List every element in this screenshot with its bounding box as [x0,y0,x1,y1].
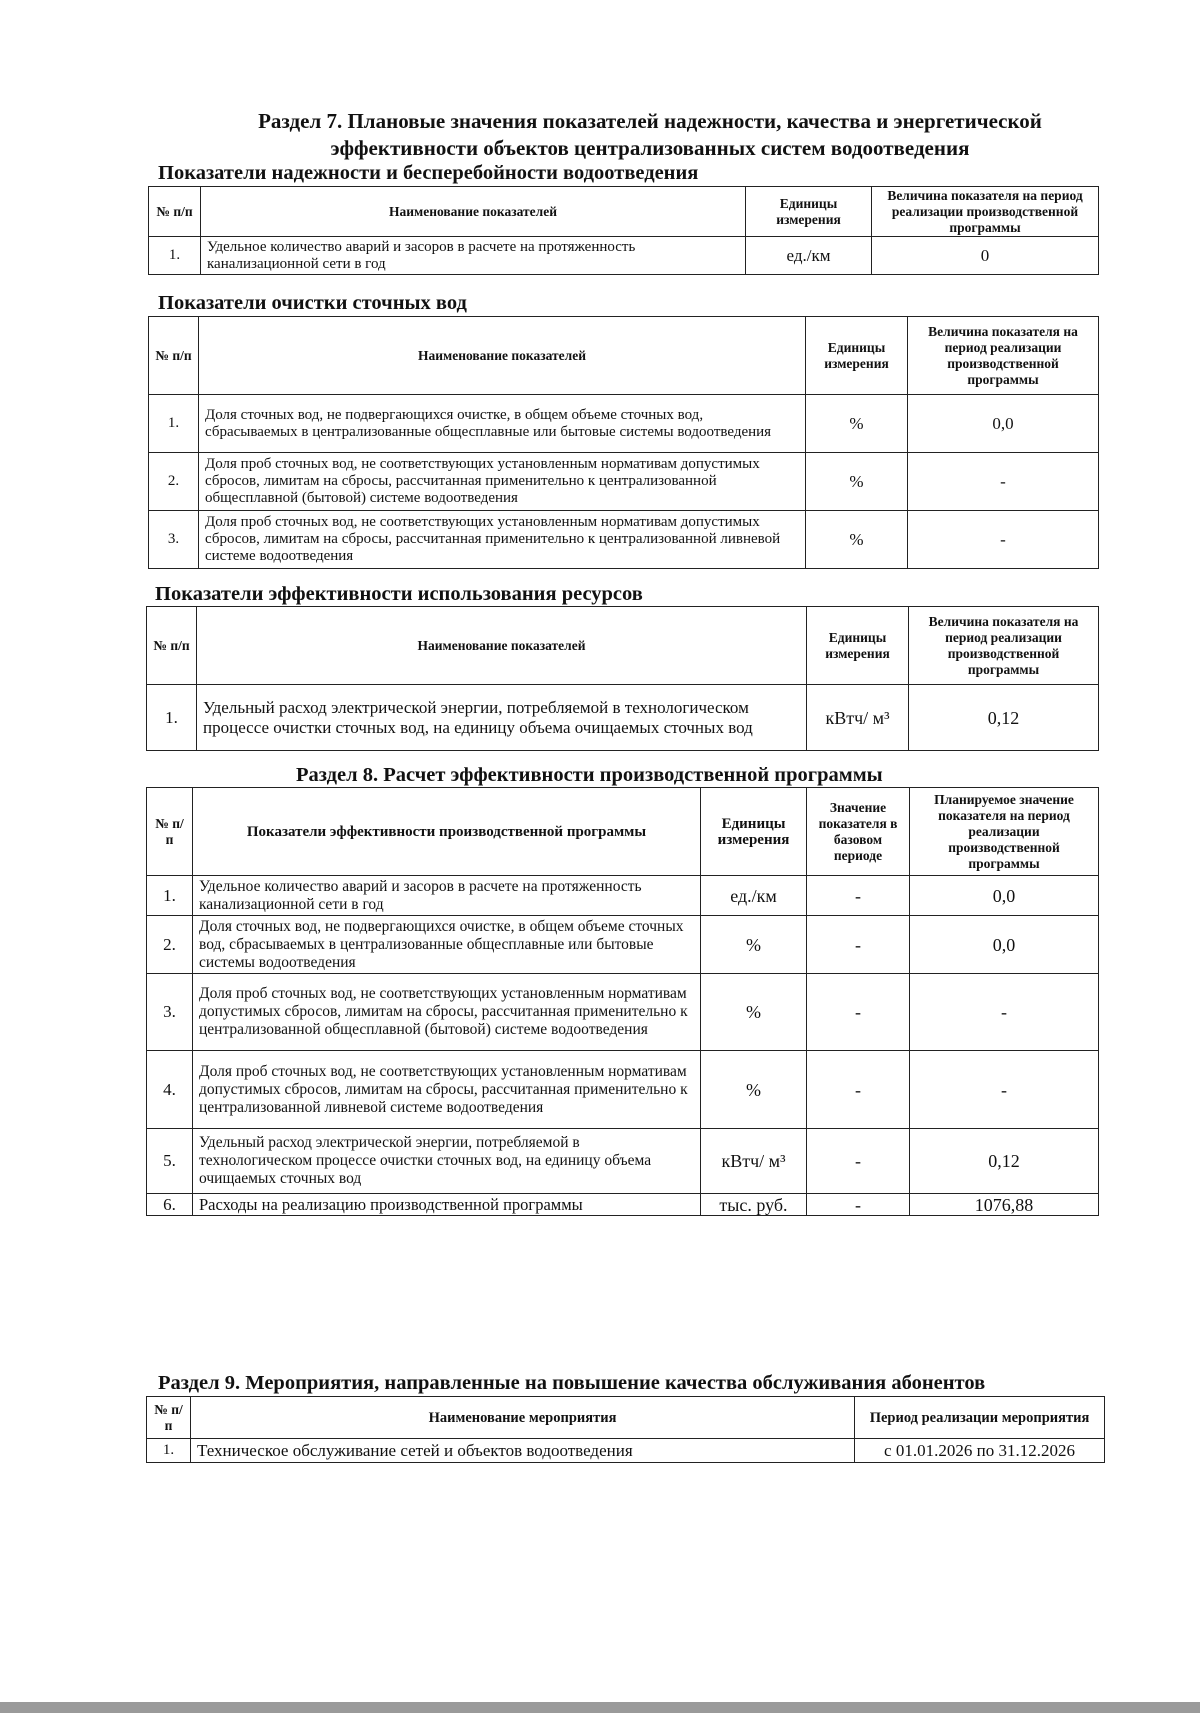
row-plan: 0,0 [910,916,1099,974]
section7-title [150,108,1150,162]
section9-header-row [147,1397,1105,1439]
header-value: Величина показателя на период реализации производственной программы [908,317,1099,395]
row-value: - [908,453,1099,511]
table-row [147,1194,1099,1216]
table-row [149,511,1099,569]
header-num: № п/п [149,187,201,237]
row-num: 1. [147,1439,191,1463]
resources-title: Показатели эффективности использования ресурсов [155,583,643,605]
section8-header-row [147,788,1099,876]
header-name: Наименование показателей [197,607,807,685]
row-name: Удельное количество аварий и засоров в расчете на протяженность канализационной сети в год [193,876,701,916]
row-name: Удельное количество аварий и засоров в расчете на протяженность канализационной сети в год [201,237,746,275]
row-unit: % [806,395,908,453]
header-unit: Единицы измерения [701,788,807,876]
row-plan: - [910,974,1099,1051]
reliability-table [148,186,1099,275]
reliability-header-row [149,187,1099,237]
row-unit: ед./км [701,876,807,916]
row-base: - [807,1194,910,1216]
row-base: - [807,1051,910,1129]
row-name: Доля сточных вод, не подвергающихся очистке, в общем объеме сточных вод, сбрасываемых в централизованные общесплавные или бытовые системы водоотведения [199,395,806,453]
row-unit: ед./км [746,237,872,275]
row-period: с 01.01.2026 по 31.12.2026 [855,1439,1105,1463]
table-row [149,395,1099,453]
row-name: Доля проб сточных вод, не соответствующих установленным нормативам допустимых сбросов, лимитам на сбросы, рассчитанная применительно к централизованной ливневой системе водоотведения [193,1051,701,1129]
header-value: Величина показателя на период реализации производственной программы [909,607,1099,685]
row-name: Удельный расход электрической энергии, потребляемой в технологическом процессе очистки сточных вод, на единицу объема очищаемых сточных вод [197,685,807,751]
header-unit: Единицы измерения [807,607,909,685]
row-unit: кВтч/ м³ [807,685,909,751]
header-num: № п/п [147,607,197,685]
row-unit: тыс. руб. [701,1194,807,1216]
row-num: 6. [147,1194,193,1216]
row-unit: кВтч/ м³ [701,1129,807,1194]
row-unit: % [701,916,807,974]
row-num: 1. [147,876,193,916]
row-plan: 1076,88 [910,1194,1099,1216]
section8-table [146,787,1099,1216]
treatment-table [148,316,1099,569]
section8-title: Раздел 8. Расчет эффективности производственной программы [296,764,883,786]
row-unit: % [701,1051,807,1129]
row-num: 2. [147,916,193,974]
row-value: - [908,511,1099,569]
header-name: Наименование показателей [199,317,806,395]
row-plan: - [910,1051,1099,1129]
row-num: 1. [147,685,197,751]
section9-table [146,1396,1105,1463]
treatment-title: Показатели очистки сточных вод [158,292,467,314]
row-num: 4. [147,1051,193,1129]
header-num: № п/п [149,317,199,395]
row-unit: % [806,511,908,569]
row-name: Расходы на реализацию производственной программы [193,1194,701,1216]
row-name: Доля проб сточных вод, не соответствующих установленным нормативам допустимых сбросов, лимитам на сбросы, рассчитанная применительно к централизованной ливневой системе водоотведения [199,511,806,569]
header-unit: Единицы измерения [806,317,908,395]
row-name: Доля проб сточных вод, не соответствующих установленным нормативам допустимых сбросов, лимитам на сбросы, рассчитанная применительно к централизованной общесплавной (бытовой) системе водоотведения [199,453,806,511]
header-num: № п/п [147,1397,191,1439]
row-plan: 0,12 [910,1129,1099,1194]
header-period: Период реализации мероприятия [855,1397,1105,1439]
row-value: 0,12 [909,685,1099,751]
header-value: Величина показателя на период реализации производственной программы [872,187,1099,237]
row-name: Техническое обслуживание сетей и объектов водоотведения [191,1439,855,1463]
row-base: - [807,876,910,916]
section7-title-line2: эффективности объектов централизованных систем водоотведения [330,136,970,160]
table-row [147,974,1099,1051]
scan-edge-bar [0,1702,1200,1713]
row-base: - [807,916,910,974]
row-name: Удельный расход электрической энергии, потребляемой в технологическом процессе очистки сточных вод, на единицу объема очищаемых сточных вод [193,1129,701,1194]
table-row [147,916,1099,974]
row-base: - [807,974,910,1051]
header-base: Значение показателя в базовом периоде [807,788,910,876]
header-unit: Единицы измерения [746,187,872,237]
table-row [149,237,1099,275]
resources-header-row [147,607,1099,685]
row-num: 5. [147,1129,193,1194]
row-name: Доля сточных вод, не подвергающихся очистке, в общем объеме сточных вод, сбрасываемых в централизованные общесплавные или бытовые системы водоотведения [193,916,701,974]
header-name: Наименование показателей [201,187,746,237]
header-name: Наименование мероприятия [191,1397,855,1439]
row-name: Доля проб сточных вод, не соответствующих установленным нормативам допустимых сбросов, лимитам на сбросы, рассчитанная применительно к централизованной общесплавной (бытовой) системе водоотведения [193,974,701,1051]
row-value: 0,0 [908,395,1099,453]
table-row [147,1051,1099,1129]
row-num: 3. [149,511,199,569]
reliability-title: Показатели надежности и бесперебойности водоотведения [158,162,699,184]
row-unit: % [806,453,908,511]
table-row [147,685,1099,751]
section9-title: Раздел 9. Мероприятия, направленные на повышение качества обслуживания абонентов [158,1372,986,1394]
header-num: № п/п [147,788,193,876]
row-num: 2. [149,453,199,511]
row-value: 0 [872,237,1099,275]
row-num: 1. [149,395,199,453]
row-plan: 0,0 [910,876,1099,916]
table-row [147,1439,1105,1463]
table-row [147,1129,1099,1194]
table-row [147,876,1099,916]
section7-title-line1: Раздел 7. Плановые значения показателей надежности, качества и энергетической [258,109,1042,133]
resources-table [146,606,1099,751]
row-num: 3. [147,974,193,1051]
header-name: Показатели эффективности производственной программы [193,788,701,876]
row-num: 1. [149,237,201,275]
row-base: - [807,1129,910,1194]
table-row [149,453,1099,511]
header-plan: Планируемое значение показателя на период реализации производственной программы [910,788,1099,876]
row-unit: % [701,974,807,1051]
treatment-header-row [149,317,1099,395]
